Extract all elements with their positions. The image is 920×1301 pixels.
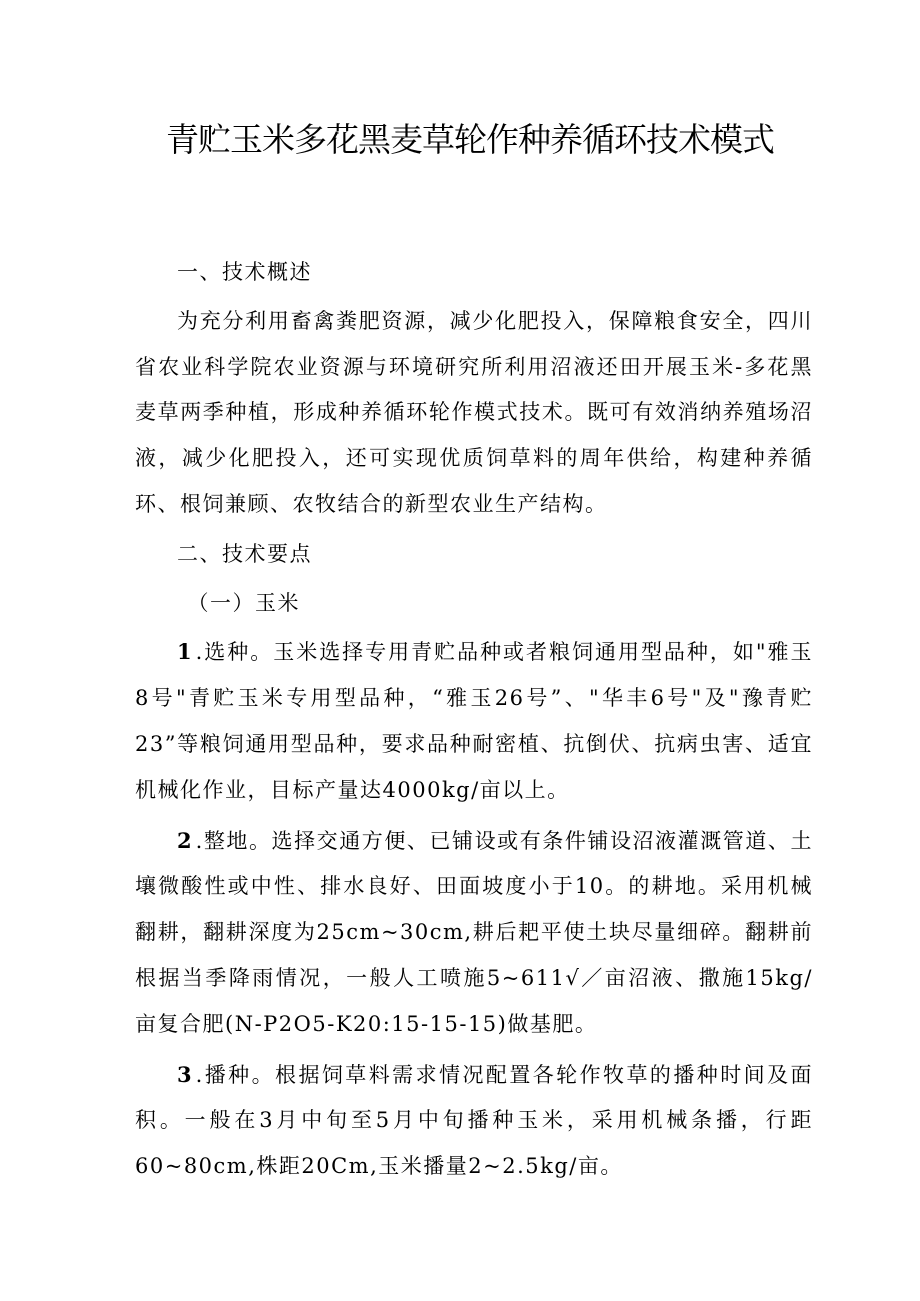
document-title: 青贮玉米多花黑麦草轮作种养循环技术模式: [166, 120, 774, 159]
item-number: 2: [177, 827, 192, 853]
item-text: .整地。选择交通方便、已铺设或有条件铺设沼液灌溉管道、土壤微酸性或中性、排水良好、田面坡度小于10。的耕地。采用机械翻耕，翻耕深度为25cm~30cm,耕后耙平使土块尽量细碎。翻耕前根据当季降雨情况，一般人工喷施5~611√／亩沼液、撒施15kg/亩复合肥(N-P2O5-K20:15-15-15)做基肥。: [135, 828, 813, 1036]
section-heading-overview: 一、技术概述: [177, 260, 312, 284]
list-item-seed-selection: [135, 629, 813, 813]
item-number: 1: [177, 639, 192, 665]
item-text: .播种。根据饲草料需求情况配置各轮作牧草的播种时间及面积。一般在3月中旬至5月中旬播种玉米，采用机械条播，行距60~80cm,株距20Cm,玉米播量2~2.5kg/亩。: [135, 1062, 813, 1179]
overview-paragraph: 为充分利用畜禽粪肥资源，减少化肥投入，保障粮食安全，四川省农业科学院农业资源与环境研究所利用沼液还田开展玉米-多花黑麦草两季种植，形成种养循环轮作模式技术。既可有效消纳养殖场沼液，减少化肥投入，还可实现优质饲草料的周年供给，构建种养循环、根饲兼顾、农牧结合的新型农业生产结构。: [135, 308, 813, 516]
list-item-sowing: [135, 1052, 813, 1190]
item-text: .选种。玉米选择专用青贮品种或者粮饲通用型品种，如"雅玉8号"青贮玉米专用型品种，“雅玉26号”、"华丰6号"及"豫青贮23”等粮饲通用型品种，要求品种耐密植、抗倒伏、抗病虫害、适宜机械化作业，目标产量达4000kg/亩以上。: [135, 640, 813, 802]
list-item-land-preparation: [135, 818, 813, 1048]
section-heading-key-points: 二、技术要点: [177, 541, 312, 566]
document-body: [135, 250, 813, 1190]
subsection-heading-corn: （一）玉米: [187, 590, 300, 615]
item-number: 3: [177, 1061, 192, 1087]
